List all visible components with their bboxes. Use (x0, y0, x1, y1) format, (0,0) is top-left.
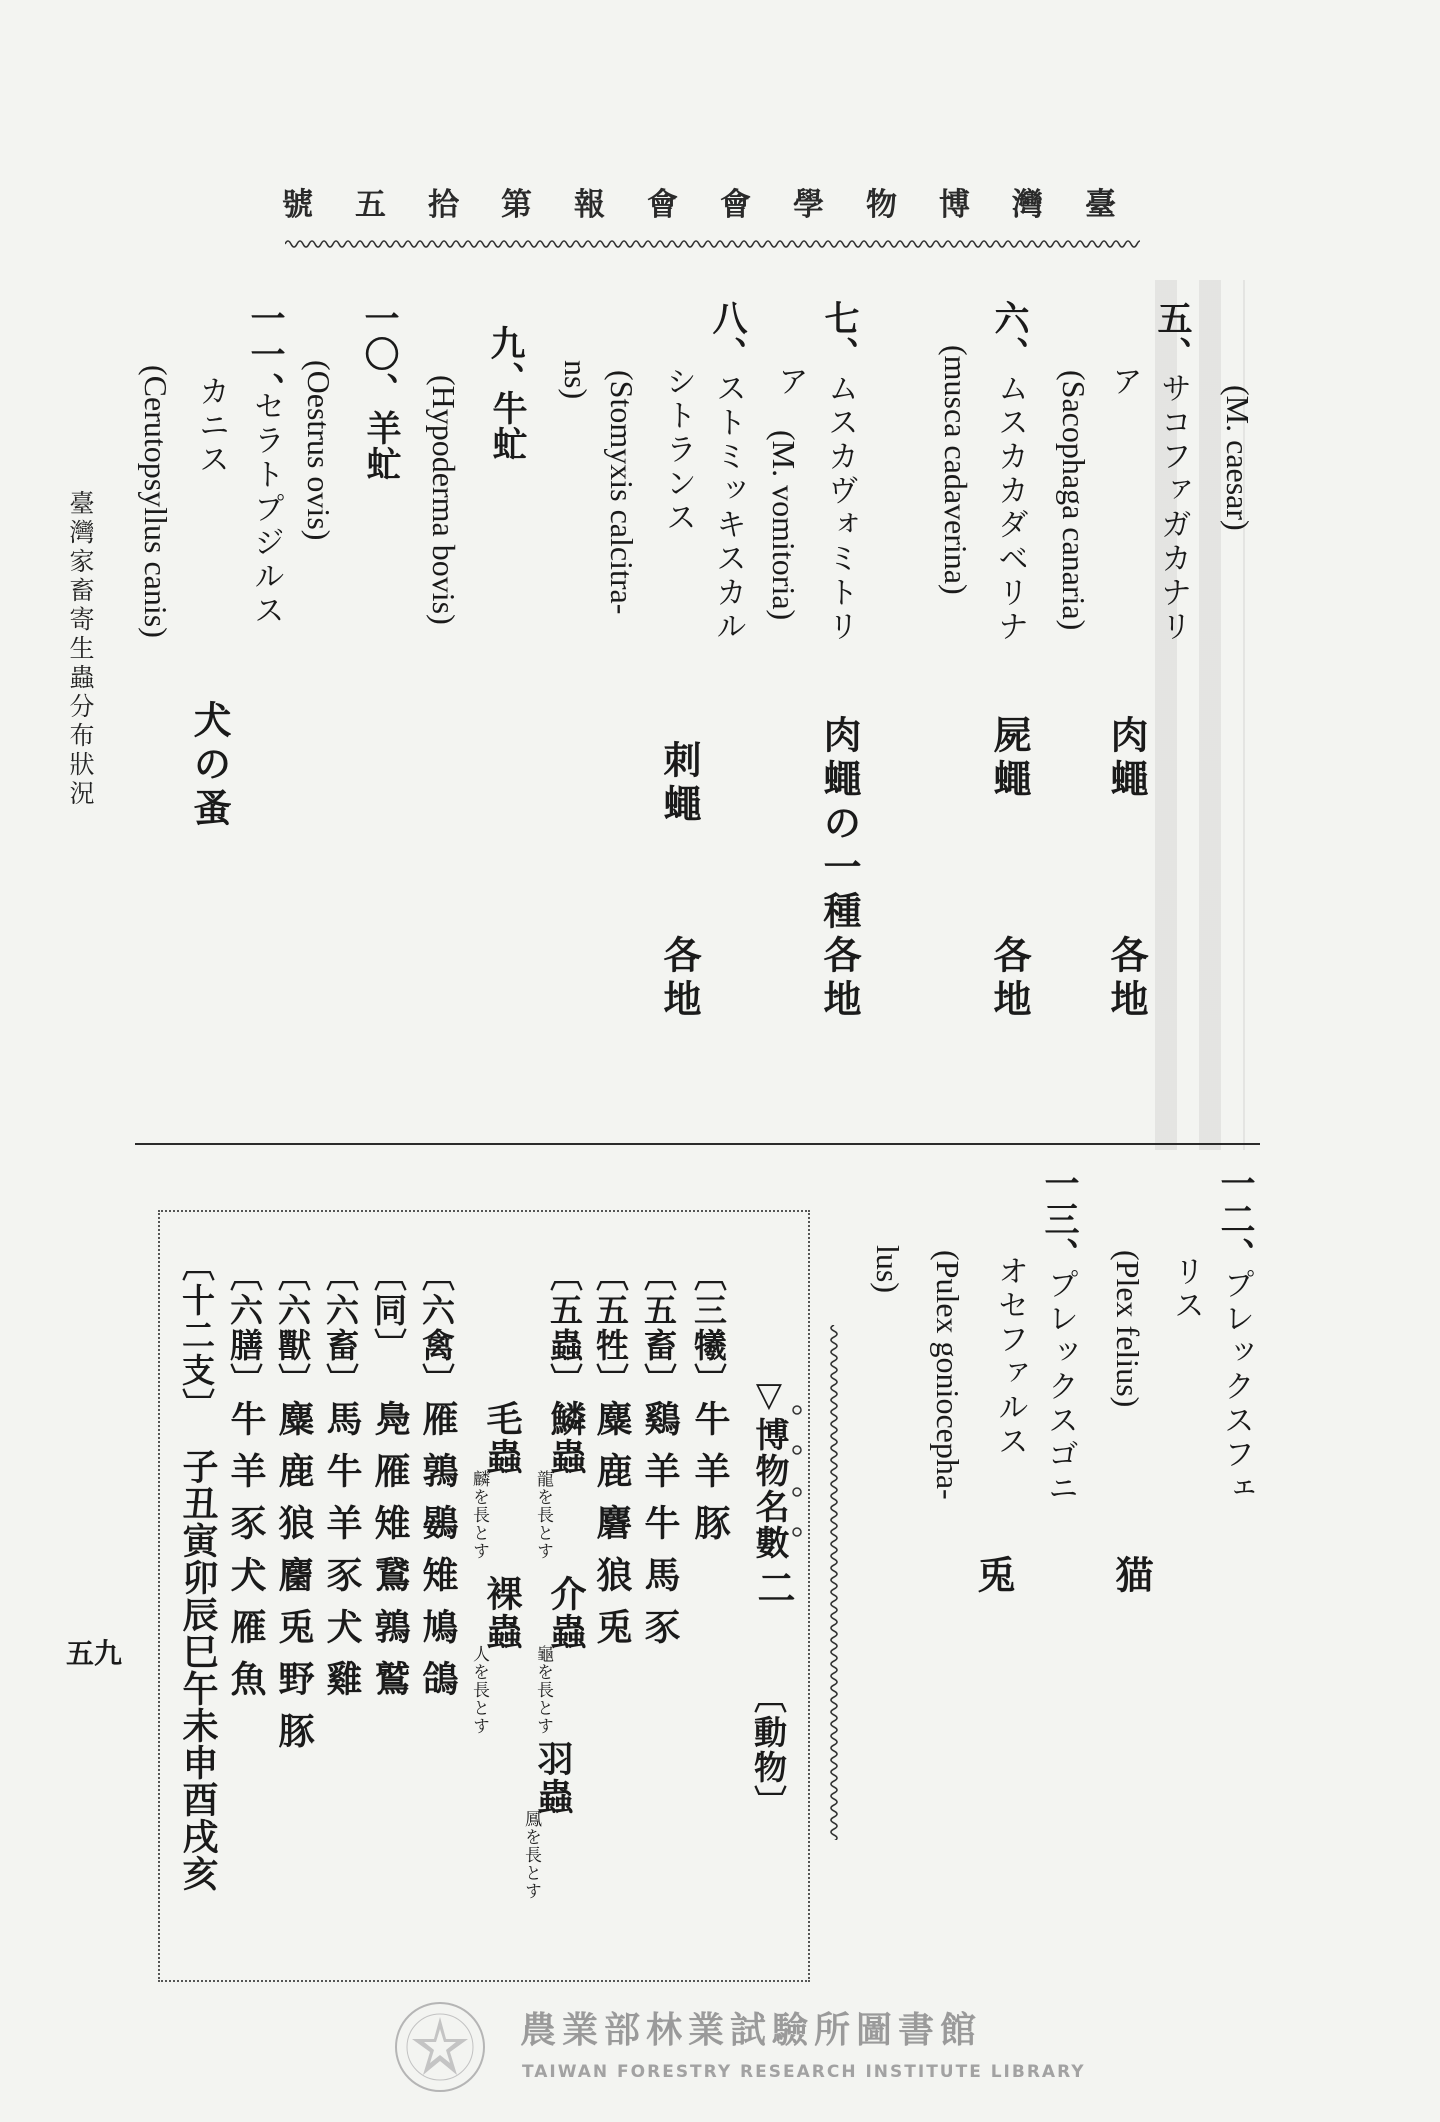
entry-kana: ムスカカダベリナ (992, 372, 1028, 644)
library-seal-icon (390, 1995, 520, 2100)
entry-number: 六、 (989, 300, 1030, 372)
entry-gloss: 刺蠅 (657, 740, 702, 828)
row-label: 〔六獸〕 (273, 1258, 312, 1398)
row-label: 〔五牲〕 (591, 1258, 630, 1398)
latin-name: (M. caesar) (1220, 385, 1256, 531)
entry-kana-cont: ア (772, 365, 808, 399)
entry-region: 各地 (817, 935, 862, 1023)
table-title: ▽博物名數 (749, 1375, 789, 1561)
entry-kana-cont: オセファルス (992, 1255, 1028, 1459)
entry-gloss: 肉蠅 (1104, 715, 1149, 803)
running-title: 臺灣家畜寄生蟲分布狀況 (66, 490, 95, 809)
row-label: 〔六膳〕 (225, 1258, 264, 1398)
row-items: 鳧雁雉鵞鶉鷲 (369, 1400, 411, 1712)
entry-kana: セラトプジルス (248, 390, 284, 628)
row-items: 麋鹿麏狼兎 (591, 1400, 633, 1660)
row-label: 〔十二支〕 (177, 1248, 216, 1423)
row-label: 〔三犧〕 (689, 1258, 728, 1398)
journal-header: 臺灣博物學會會報第拾五號 (282, 187, 1158, 223)
entry-kana-cont: リス (1168, 1255, 1204, 1323)
row-label: 〔六畜〕 (321, 1258, 360, 1398)
library-name-chinese: 農業部林業試驗所圖書館 (520, 2010, 983, 2051)
library-name-english: TAIWAN FORESTRY RESEARCH INSTITUTE LIBRARY (522, 2062, 1086, 2082)
entry-number: 八、 (707, 300, 748, 372)
table-category: 〔動物〕 (749, 1680, 788, 1820)
entry-kana-cont: ア (1106, 365, 1142, 399)
row-note: 龜を長とす (533, 1645, 553, 1735)
latin-name: (M. vomitoria) (766, 430, 802, 621)
entry-number: 五、 (1152, 300, 1193, 372)
row-note: 鳳を長とす (521, 1810, 541, 1900)
entry-kana: 羊虻 (361, 410, 402, 482)
page-number: 五九 (66, 1637, 123, 1670)
entry-kana: ストミッキスカル (710, 372, 746, 644)
entry-number: 一二、 (1215, 1165, 1256, 1273)
latin-name: (Sacophaga canaria) (1056, 370, 1092, 631)
row-items: 子丑寅卯辰巳午未申酉戌亥 (177, 1448, 219, 1892)
entry-number: 一三、 (1039, 1165, 1080, 1273)
latin-name: (Oestrus ovis) (301, 360, 337, 541)
latin-name-cont: lus) (870, 1245, 906, 1293)
row-label: 〔五畜〕 (639, 1258, 678, 1398)
entry-number: 九、 (485, 325, 526, 397)
latin-name: (Hypoderma bovis) (426, 375, 462, 625)
entry-gloss: 兎 (971, 1555, 1016, 1599)
row-label: 〔六禽〕 (417, 1258, 456, 1398)
table-number: 二 (751, 1568, 796, 1608)
entry-gloss: 犬の蚤 (187, 700, 232, 832)
latin-name: (musca cadaverina) (938, 345, 974, 595)
entry-number: 一〇、 (359, 300, 400, 408)
entry-kana: プレックスゴニ (1042, 1268, 1078, 1506)
table-wavy-rule (826, 1325, 842, 1840)
row-note: 龍を長とす (533, 1470, 553, 1560)
entry-number: 一一、 (245, 300, 286, 408)
entry-kana-cont: シトランス (660, 365, 696, 535)
row-items: 牛羊豕犬雁魚 (225, 1400, 267, 1712)
latin-name: (Stomyxis calcitra- (604, 370, 640, 615)
latin-name-cont: ns) (558, 360, 594, 400)
row-items: 馬牛羊豕犬雞 (321, 1400, 363, 1712)
row-items: 裸蟲 (481, 1575, 523, 1651)
row-label: 〔五蟲〕 (545, 1258, 584, 1398)
entry-kana: サコファガカナリ (1155, 372, 1191, 644)
row-note: 麟を長とす (469, 1470, 489, 1560)
latin-name: (Pulex goniocepha- (930, 1250, 966, 1500)
entry-kana: 牛虻 (487, 390, 528, 462)
row-items: 麋鹿狼麕兎野豚 (273, 1400, 315, 1764)
row-items: 鱗蟲 (545, 1400, 587, 1476)
row-items: 鷄羊牛馬豕 (639, 1400, 681, 1660)
entry-kana-cont: カニス (193, 375, 229, 477)
entry-gloss: 猫 (1109, 1555, 1154, 1599)
row-items: 毛蟲 (481, 1400, 523, 1476)
row-note: 人を長とす (469, 1645, 489, 1735)
latin-name: (Plex felius) (1110, 1250, 1146, 1408)
row-items: 雁鶉鷃雉鳩鴿 (417, 1400, 459, 1712)
emphasis-dots (790, 1400, 804, 1540)
entry-number: 七、 (819, 300, 860, 372)
entry-gloss: 肉蠅の一種 (817, 715, 862, 935)
entry-region: 各地 (987, 935, 1032, 1023)
section-divider (135, 1143, 1260, 1145)
row-items: 羽蟲 (532, 1740, 574, 1816)
entry-kana: プレックスフェ (1218, 1268, 1254, 1506)
entry-kana: ムスカヴォミトリ (822, 372, 858, 644)
row-items: 介蟲 (545, 1575, 587, 1651)
row-items: 牛羊豚 (689, 1400, 731, 1556)
latin-name: (Cerutopsyllus canis) (138, 365, 174, 638)
header-wavy-rule (285, 236, 1140, 252)
entry-region: 各地 (657, 935, 702, 1023)
entry-region: 各地 (1104, 935, 1149, 1023)
entry-gloss: 屍蠅 (987, 715, 1032, 803)
row-label: 〔同〕 (369, 1258, 408, 1363)
